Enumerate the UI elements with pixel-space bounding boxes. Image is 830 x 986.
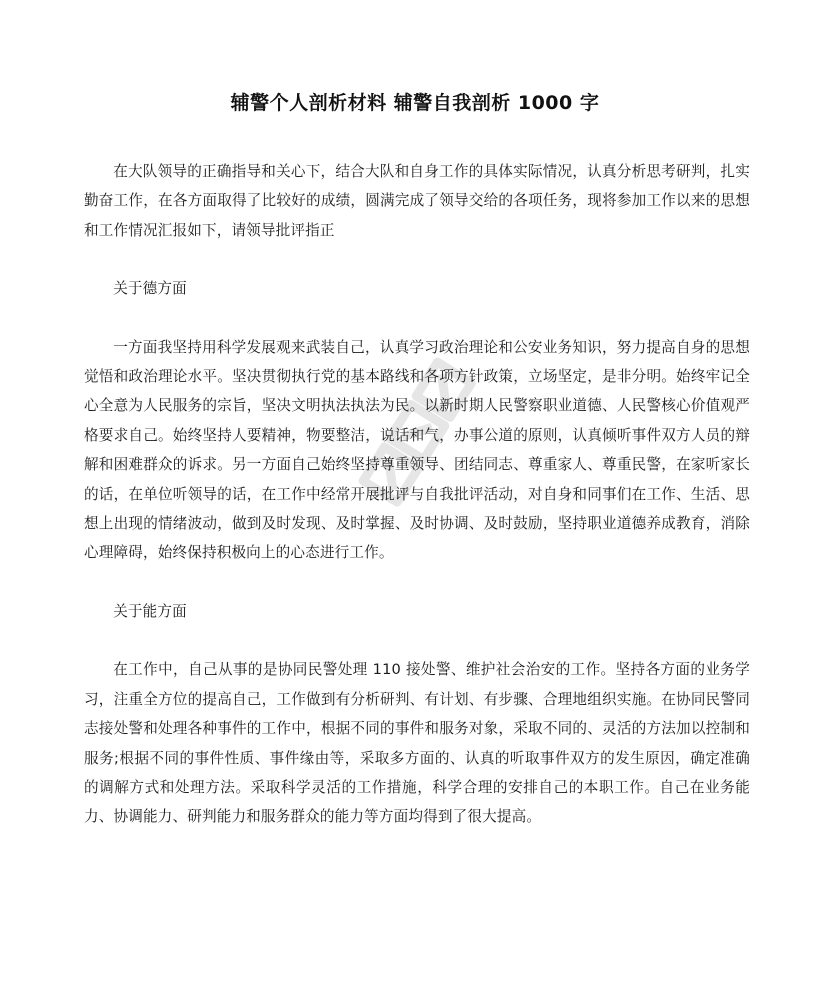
intro-paragraph: 在大队领导的正确指导和关心下，结合大队和自身工作的具体实际情况，认真分析思考研判，扎实勤奋工作，在各方面取得了比较好的成绩，圆满完成了领导交给的各项任务，现将参加工作以来的思想和工作情况汇报如下，请领导批评指正 <box>84 163 750 239</box>
morality-paragraph: 一方面我坚持用科学发展观来武装自己，认真学习政治理论和公安业务知识，努力提高自身的思想觉悟和政治理论水平。坚决贯彻执行党的基本路线和各项方针政策，立场坚定，是非分明。始终牢记全心全意为人民服务的宗旨，坚决文明执法执法为民。以新时期人民警察职业道德、人民警核心价值观严格要求自己。始终坚持人要精神，物要整洁，说话和气，办事公道的原则，认真倾听事件双方人员的辩解和困难群众的诉求。另一方面自己始终坚持尊重领导、团结同志、尊重家人、尊重民警，在家听家长的话，在单位听领导的话，在工作中经常开展批评与自我批评活动，对自身和同事们在工作、生活、思想上出现的情绪波动，做到及时发现、及时掌握、及时协调、及时鼓励，坚持职业道德养成教育，消除心理障碍，始终保持积极向上的心态进行工作。 <box>84 338 750 562</box>
section-heading-ability: 关于能方面 <box>113 602 187 620</box>
document-title: 辅警个人剖析材料 辅警自我剖析 1000 字 <box>230 92 600 114</box>
ability-paragraph: 在工作中，自己从事的是协同民警处理 110 接处警、维护社会治安的工作。坚持各方面的业务学习，注重全方位的提高自己，工作做到有分析研判、有计划、有步骤、合理地组织实施。在协同民警同志接处警和处理各种事件的工作中，根据不同的事件和服务对象，采取不同的、灵活的方法加以控制和服务;根据不同的事件性质、事件缘由等，采取多方面的、认真的听取事件双方的发生原因，确定准确的调解方式和处理方法。采取科学灵活的工作措施，科学合理的安排自己的本职工作。自己在业务能力、协调能力、研判能力和服务群众的能力等方面均得到了很大提高。 <box>84 661 750 826</box>
section-heading-morality: 关于德方面 <box>113 280 187 298</box>
document-body <box>84 157 750 832</box>
